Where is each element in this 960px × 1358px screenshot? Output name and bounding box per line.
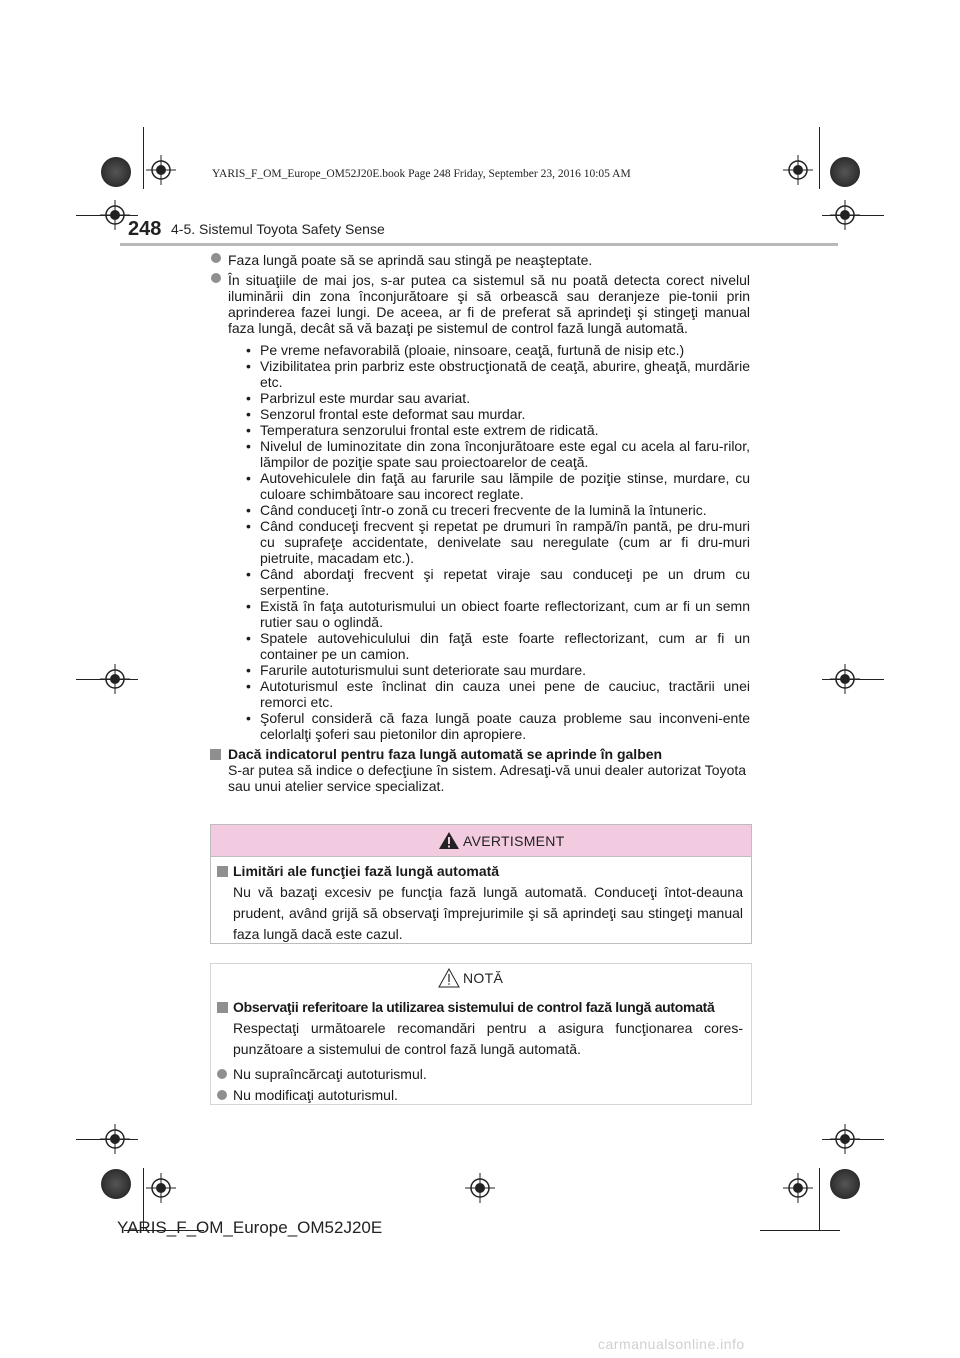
- note-title: NOTĂ: [463, 970, 504, 986]
- warning-body: [211, 857, 751, 945]
- condition-item: • Când abordaţi frecvent şi repetat viraje sau conduceţi pe un drum cu serpentine.: [246, 566, 750, 598]
- warning-box: [210, 824, 752, 944]
- caution-triangle-icon: [438, 968, 460, 988]
- bullet-dot-icon: [217, 1090, 227, 1100]
- registration-target-icon: [783, 155, 813, 185]
- color-bar-disc-icon: [830, 157, 860, 187]
- color-bar-disc-icon: [101, 1169, 131, 1199]
- warning-text: Nu vă bazaţi excesiv pe funcţia fază lungă automată. Conduceţi întot-deauna prudent, având grijă să observaţi împrejurimile şi să aprindeţi sau stingeţi manual faza lungă dacă este cazul.: [233, 884, 743, 942]
- warning-title: AVERTISMENT: [463, 833, 565, 849]
- list-item: Nu supraîncărcaţi autoturismul.: [217, 1064, 743, 1085]
- condition-item: • Când conduceţi într-o zonă cu treceri frecvente de la lumină la întuneric.: [246, 502, 707, 518]
- square-bullet-icon: [210, 749, 221, 760]
- condition-item: • Când conduceţi frecvent şi repetat pe drumuri în rampă/în pantă, pe dru-muri cu suprafeţe accidentate, denivelate sau neregulate (cum ar fi dru-muri pietruite, macadam etc.).: [246, 518, 750, 566]
- document-code: YARIS_F_OM_Europe_OM52J20E: [117, 1218, 383, 1237]
- list-item: În situaţiile de mai jos, s-ar putea ca sistemul să nu poată detecta corect nivelul iluminării din zona înconjurătoare şi să orbească sau deranjeze pie-tonii prin aprinderea fazei lungi. De aceea, ar fi de preferat să aprindeţi şi stingeţi manual faza lungă, decât să vă bazaţi pe sistemul de control fază lungă automată. • Pe vreme nefavorabilă (ploaie, ninsoare, ceaţă, furtună de nisip etc.) • Vizibilitatea prin parbriz este obstrucţionată de ceaţă, aburire, gheaţă, murdărie etc. • Parbrizul este murdar sau avariat. • Senzorul frontal este deformat sau murdar. • Temperatura senzorului frontal este extrem de ridicată. • Nivelul de luminozitate din zona înconjurătoare este egal cu acela al faru-rilor, lămpilor de poziţie spate sau proiectoarelor de ceaţă. • Autovehiculele din faţă au farurile sau lămpile de poziţie stinse, murdare, cu culoare schimbătoare sau incorect reglate. • Când conduceţi într-o zonă cu treceri frecvente de la lumină la întuneric. • Când conduceţi frecvent şi repetat pe drumuri în rampă/în pantă, pe dru-muri cu suprafeţe accidentate, denivelate sau neregulate (cum ar fi dru-muri pietruite, macadam etc.). • Când abordaţi frecvent şi repetat viraje sau conduceţi pe un drum cu serpentine. • Există în faţa autoturismului un obiect foarte reflectorizant, cum ar fi un semn rutier sau o oglindă. • Spatele autovehiculului din faţă este foarte reflectorizant, cum ar fi un container pe un camion. • Farurile autoturismului sunt deteriorate sau murdare. • Autoturismul este înclinat din cauza unei pene de cauciuc, tractării unei remorci etc. • Şoferul consideră că faza lungă poate cauza probleme sau inconveni-ente celorlalţi şoferi sau pietonilor din apropiere.: [210, 272, 750, 742]
- square-bullet-icon: [217, 1002, 228, 1013]
- condition-item: • Temperatura senzorului frontal este extrem de ridicată.: [246, 422, 599, 438]
- warning-triangle-icon: [438, 831, 460, 850]
- warning-heading: Limitări ale funcţiei fază lungă automată: [217, 861, 743, 882]
- condition-item: • Senzorul frontal este deformat sau murdar.: [246, 406, 526, 422]
- registration-target-icon: [146, 155, 176, 185]
- registration-target-icon: [100, 664, 130, 694]
- header-rule: [120, 243, 838, 246]
- registration-target-icon: [100, 200, 130, 230]
- condition-item: • Spatele autovehiculului din faţă este foarte reflectorizant, cum ar fi un container pe un camion.: [246, 630, 750, 662]
- condition-item: • Vizibilitatea prin parbriz este obstrucţionată de ceaţă, aburire, gheaţă, murdărie etc.: [246, 358, 750, 390]
- note-heading: Observaţii referitoare la utilizarea sistemului de control fază lungă automată: [217, 997, 743, 1018]
- note-body: [211, 991, 751, 1106]
- warning-header: [211, 825, 751, 857]
- list-item: Faza lungă poate să se aprindă sau stingă pe neaşteptate.: [210, 252, 750, 268]
- registration-target-icon: [783, 1173, 813, 1203]
- bullet-dot-icon: [211, 253, 221, 263]
- chapter-title: 4-5. Sistemul Toyota Safety Sense: [171, 221, 385, 237]
- registration-target-icon: [146, 1173, 176, 1203]
- condition-item: • Nivelul de luminozitate din zona înconjurătoare este egal cu acela al faru-rilor, lămpilor de poziţie spate sau proiectoarelor de ceaţă.: [246, 438, 750, 470]
- color-bar-disc-icon: [830, 1169, 860, 1199]
- note-header: [211, 964, 751, 991]
- condition-item: • Parbrizul este murdar sau avariat.: [246, 390, 471, 406]
- page-number: 248: [128, 218, 162, 240]
- bullet-dot-icon: [211, 273, 221, 283]
- list-item: Nu modificaţi autoturismul.: [217, 1085, 743, 1106]
- book-stamp: YARIS_F_OM_Europe_OM52J20E.book Page 248 Friday, September 23, 2016 10:05 AM: [212, 168, 631, 180]
- condition-item: • Farurile autoturismului sunt deteriorate sau murdare.: [246, 662, 587, 678]
- main-content: [210, 252, 750, 794]
- section-text: S-ar putea să indice o defecţiune în sistem. Adresaţi-vă unui dealer autorizat Toyota sau unui atelier service specializat.: [228, 762, 747, 794]
- condition-item: • Există în faţa autoturismului un obiect foarte reflectorizant, cum ar fi un semn rutier sau o oglindă.: [246, 598, 750, 630]
- registration-target-icon: [830, 200, 860, 230]
- square-bullet-icon: [217, 866, 228, 877]
- registration-target-icon: [465, 1173, 495, 1203]
- registration-target-icon: [830, 1124, 860, 1154]
- registration-target-icon: [100, 1124, 130, 1154]
- condition-item: • Şoferul consideră că faza lungă poate cauza probleme sau inconveni-ente celorlalţi şoferi sau pietonilor din apropiere.: [246, 710, 750, 742]
- registration-target-icon: [830, 664, 860, 694]
- condition-list: [246, 342, 750, 742]
- section-heading: Dacă indicatorul pentru faza lungă automată se aprinde în galben: [210, 746, 750, 762]
- note-box: [210, 963, 752, 1105]
- note-text: Respectaţi următoarele recomandări pentru a asigura funcţionarea cores-punzătoare a sistemului de control fază lungă automată.: [233, 1020, 743, 1057]
- condition-item: • Autoturismul este înclinat din cauza unei pene de cauciuc, tractării unei remorci etc.: [246, 678, 750, 710]
- condition-item: • Autovehiculele din faţă au farurile sau lămpile de poziţie stinse, murdare, cu culoare schimbătoare sau incorect reglate.: [246, 470, 750, 502]
- bullet-dot-icon: [217, 1069, 227, 1079]
- color-bar-disc-icon: [101, 157, 131, 187]
- condition-item: • Pe vreme nefavorabilă (ploaie, ninsoare, ceaţă, furtună de nisip etc.): [246, 342, 685, 358]
- watermark: carmanualsonline.info: [598, 1336, 745, 1352]
